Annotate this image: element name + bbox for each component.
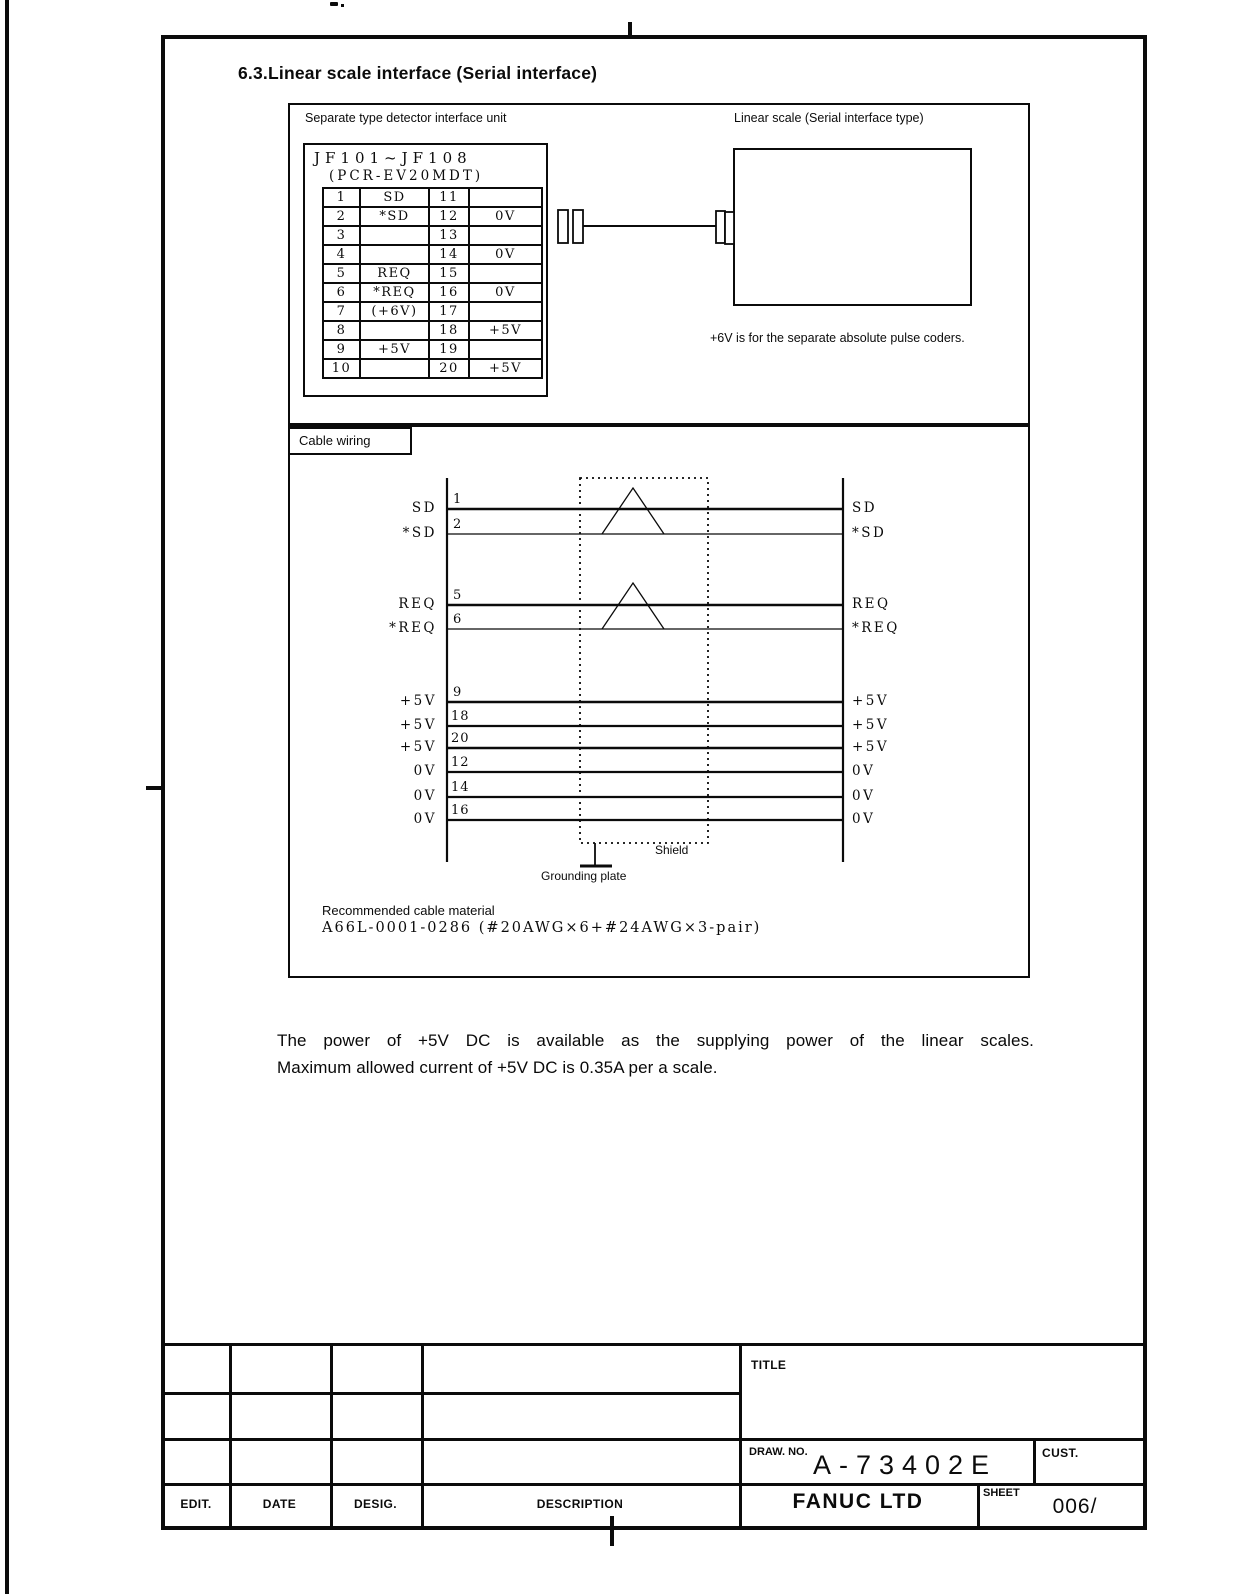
titleblock-row-line (163, 1438, 1145, 1441)
scan-edge-line (5, 0, 9, 1594)
pin-cell: 20 (429, 359, 469, 378)
wire-pin-number: 1 (453, 492, 463, 507)
signal-cell: *REQ (360, 283, 429, 302)
wire-left-label: *SD (402, 525, 437, 541)
pin-cell: 5 (323, 264, 360, 283)
table-row (323, 207, 542, 226)
pin-cell: 12 (429, 207, 469, 226)
linear-scale-box (733, 148, 972, 306)
wire-right-label: +5V (852, 693, 890, 709)
pin-cell: 18 (429, 321, 469, 340)
signal-cell: +5V (469, 359, 542, 378)
signal-cell (469, 340, 542, 359)
wire-left-label: SD (411, 500, 437, 516)
wire-left-label: 0V (413, 811, 437, 827)
signal-cell: 0V (469, 283, 542, 302)
table-row (323, 245, 542, 264)
recommended-cable-heading: Recommended cable material (322, 903, 495, 918)
signal-cell: 0V (469, 245, 542, 264)
company-name: FANUC LTD (792, 1490, 924, 1513)
signal-cell (360, 226, 429, 245)
wire-right-label: SD (852, 500, 878, 516)
wire-pin-number: 5 (453, 588, 463, 603)
pin-assignment-table (322, 187, 543, 379)
signal-cell (360, 359, 429, 378)
scan-noise-mark (330, 2, 338, 6)
cust-divider-line (1033, 1438, 1036, 1486)
signal-cell: +5V (469, 321, 542, 340)
pin-cell: 17 (429, 302, 469, 321)
wire-left-label: REQ (398, 596, 437, 612)
connector-type: (PCR-EV20MDT) (329, 168, 484, 184)
plus6v-note: +6V is for the separate absolute pulse coders. (710, 331, 965, 345)
desig-label: DESIG. (353, 1497, 398, 1511)
signal-cell (469, 302, 542, 321)
left-center-tick (146, 786, 162, 790)
draw-no-value: A-73402E (812, 1450, 998, 1480)
signal-cell (360, 321, 429, 340)
date-label: DATE (262, 1497, 297, 1511)
pin-cell: 7 (323, 302, 360, 321)
wire-pin-number: 12 (451, 755, 470, 770)
edit-label: EDIT. (180, 1497, 212, 1511)
pin-cell: 6 (323, 283, 360, 302)
wire-left-label: 0V (413, 763, 437, 779)
table-row (323, 359, 542, 378)
sheet-value: 006/ (1052, 1495, 1098, 1518)
scan-noise-dot (341, 4, 344, 7)
wire-right-label: REQ (852, 596, 891, 612)
wire-left-label: +5V (399, 693, 437, 709)
titleblock-col-line (739, 1343, 742, 1528)
grounding-plate-label: Grounding plate (541, 869, 627, 883)
signal-cell (469, 188, 542, 207)
recommended-cable-part-number: A66L-0001-0286 (#20AWG×6+#24AWG×3-pair) (322, 920, 762, 936)
signal-cell: REQ (360, 264, 429, 283)
wire-right-label: 0V (852, 811, 876, 827)
pin-cell: 3 (323, 226, 360, 245)
wire-right-label: +5V (852, 739, 890, 755)
wire-pin-number: 18 (451, 709, 470, 724)
signal-cell (469, 264, 542, 283)
titleblock-top-line (163, 1343, 1145, 1346)
wire-pin-number: 14 (451, 780, 470, 795)
wire-pin-number: 20 (451, 731, 470, 746)
wire-right-label: 0V (852, 788, 876, 804)
table-row (323, 302, 542, 321)
pin-cell: 13 (429, 226, 469, 245)
section-title: 6.3.Linear scale interface (Serial interface) (238, 63, 598, 83)
table-row (323, 321, 542, 340)
wire-right-label: *SD (852, 525, 887, 541)
signal-cell: +5V (360, 340, 429, 359)
pin-cell: 14 (429, 245, 469, 264)
sheet-divider-line (977, 1483, 980, 1528)
cable-wiring-tab-label: Cable wiring (299, 433, 371, 448)
table-row (323, 188, 542, 207)
wire-left-label: +5V (399, 717, 437, 733)
sheet-label: SHEET (983, 1487, 1020, 1499)
titleblock-row-line (163, 1483, 1145, 1486)
description-label: DESCRIPTION (536, 1497, 624, 1511)
table-row (323, 340, 542, 359)
table-row (323, 264, 542, 283)
body-text-line2: Maximum allowed current of +5V DC is 0.35A per a scale. (277, 1058, 718, 1077)
wire-pin-number: 16 (451, 803, 470, 818)
signal-cell: SD (360, 188, 429, 207)
pin-cell: 2 (323, 207, 360, 226)
pin-cell: 16 (429, 283, 469, 302)
signal-cell (360, 245, 429, 264)
pin-cell: 4 (323, 245, 360, 264)
connector-name: JF101~JF108 (314, 149, 472, 167)
wire-left-label: *REQ (389, 620, 437, 636)
pin-cell: 11 (429, 188, 469, 207)
pin-cell: 9 (323, 340, 360, 359)
signal-cell: *SD (360, 207, 429, 226)
draw-no-label: DRAW. NO. (749, 1446, 808, 1458)
wire-right-label: 0V (852, 763, 876, 779)
wire-right-label: *REQ (852, 620, 900, 636)
pin-cell: 15 (429, 264, 469, 283)
pin-cell: 19 (429, 340, 469, 359)
cable-wiring-tab (288, 427, 412, 455)
wire-left-label: +5V (399, 739, 437, 755)
pin-cell: 8 (323, 321, 360, 340)
body-text-line1: The power of +5V DC is available as the supplying power of the linear scales. (277, 1031, 1034, 1050)
cust-label: CUST. (1042, 1446, 1079, 1460)
table-row (323, 283, 542, 302)
pin-cell: 1 (323, 188, 360, 207)
wire-pin-number: 9 (453, 685, 463, 700)
signal-cell (469, 226, 542, 245)
signal-cell: (+6V) (360, 302, 429, 321)
signal-cell: 0V (469, 207, 542, 226)
wire-pin-number: 2 (453, 517, 463, 532)
titleblock-row-line (163, 1392, 741, 1395)
left-unit-label: Separate type detector interface unit (305, 111, 507, 125)
right-unit-label: Linear scale (Serial interface type) (734, 111, 924, 125)
wire-left-label: 0V (413, 788, 437, 804)
wire-pin-number: 6 (453, 612, 463, 627)
table-row (323, 226, 542, 245)
wire-right-label: +5V (852, 717, 890, 733)
shield-label: Shield (655, 843, 689, 857)
pin-cell: 10 (323, 359, 360, 378)
title-label: TITLE (751, 1358, 787, 1372)
